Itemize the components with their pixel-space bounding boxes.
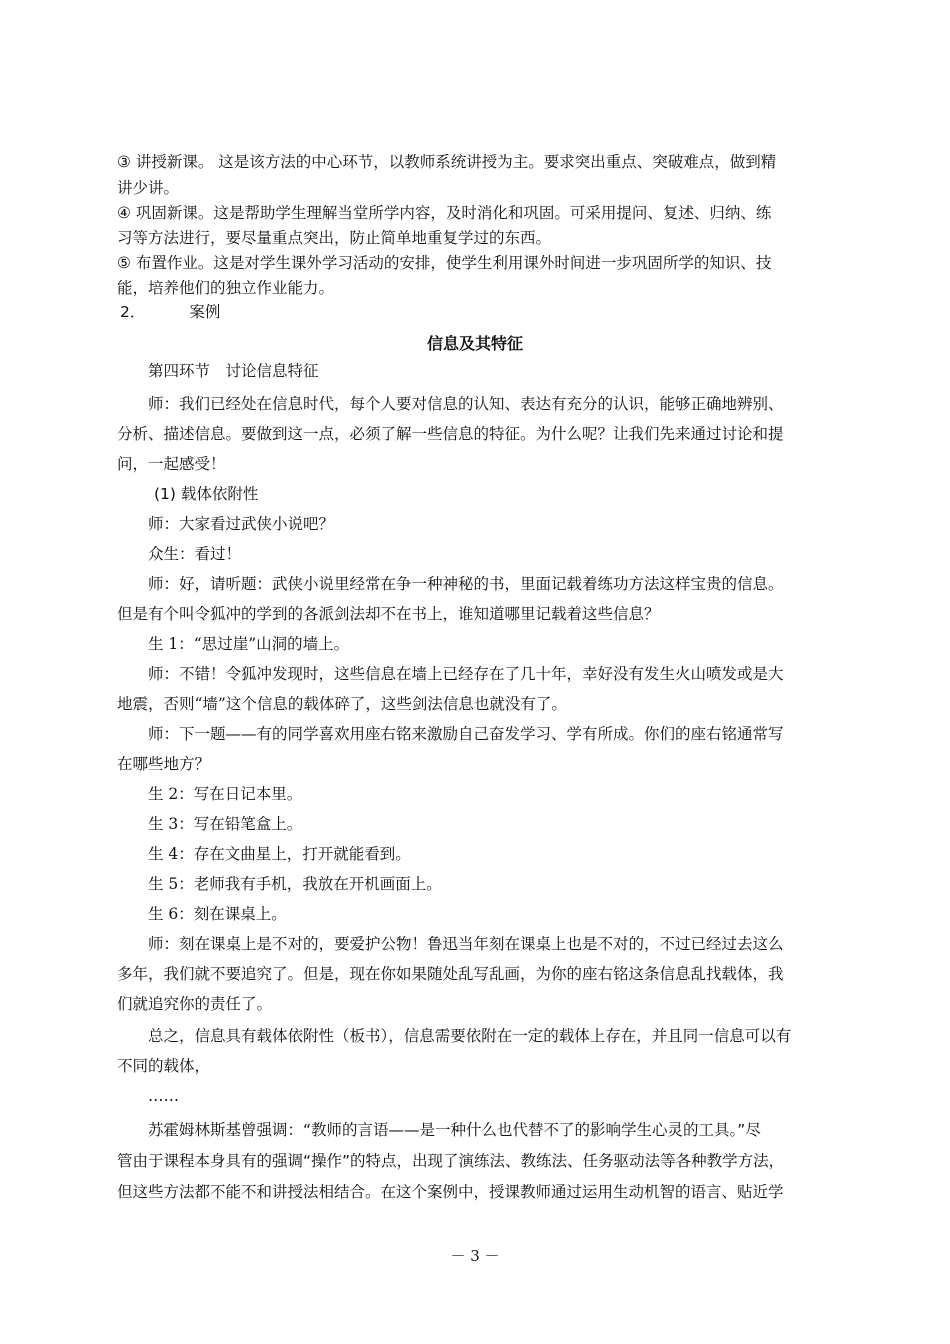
commentary-line-1: 苏霍姆林斯基曾强调：“教师的言语——是一种什么也代替不了的影响学生心灵的工具。”尽 [148, 1121, 761, 1139]
summary-line-2: 不同的载体， [117, 1057, 211, 1075]
para-1-line-3: 问，一起感受！ [117, 455, 226, 473]
section-label: 案例 [189, 303, 221, 321]
dialogue-line: 地震，否则“墙”这个信息的载体碎了，这些剑法信息也就没有了。 [117, 695, 567, 713]
item-4-line-1: ④ 巩固新课。这是帮助学生理解当堂所学内容，及时消化和巩固。可采用提问、复述、归纳、练 [117, 204, 772, 222]
dialogue-line: 生 4：存在文曲星上，打开就能看到。 [148, 845, 411, 863]
dialogue-line: 师：大家看过武侠小说吧？ [148, 515, 335, 533]
dialogue-line: 师：刻在课桌上是不对的，要爱护公物！鲁迅当年刻在课桌上也是不对的，不过已经过去这么 [148, 935, 784, 953]
dialogue-line: 多年，我们就不要追究了。但是，现在你如果随处乱写乱画，为你的座右铭这条信息乱找载体，我 [117, 965, 784, 983]
item-4-line-2: 习等方法进行，要尽量重点突出，防止简单地重复学过的东西。 [117, 229, 552, 247]
section-number: 2． [120, 303, 146, 321]
para-1-line-1: 师：我们已经处在信息时代，每个人要对信息的认知、表达有充分的认识，能够正确地辨别、 [148, 395, 784, 413]
dialogue-line: 们就追究你的责任了。 [117, 995, 273, 1013]
item-3-line-2: 讲少讲。 [117, 179, 180, 197]
commentary-line-3: 但这些方法都不能不和讲授法相结合。在这个案例中，授课教师通过运用生动机智的语言、贴近学 [117, 1183, 784, 1201]
item-5-line-1: ⑤ 布置作业。这是对学生课外学习活动的安排，使学生利用课外时间进一步巩固所学的知识、技 [117, 254, 772, 272]
ellipsis: …… [148, 1087, 179, 1105]
dialogue-line: 师：不错！令狐冲发现时，这些信息在墙上已经存在了几十年，幸好没有发生火山喷发或是大 [148, 665, 784, 683]
sub-heading-carrier: (1) 载体依附性 [154, 485, 259, 503]
case-title: 信息及其特征 [426, 334, 523, 353]
dialogue-line: 生 2：写在日记本里。 [148, 785, 303, 803]
dialogue-line: 生 3：写在铅笔盒上。 [148, 815, 303, 833]
stage-heading: 第四环节 讨论信息特征 [148, 362, 319, 380]
dialogue-line: 师：好，请听题：武侠小说里经常在争一种神秘的书，里面记载着练功方法这样宝贵的信息。 [148, 575, 784, 593]
dialogue-line: 在哪些地方？ [117, 755, 211, 773]
dialogue-line: 但是有个叫令狐冲的学到的各派剑法却不在书上，谁知道哪里记载着这些信息？ [117, 605, 660, 623]
item-5-line-2: 能，培养他们的独立作业能力。 [117, 279, 335, 297]
para-1-line-2: 分析、描述信息。要做到这一点，必须了解一些信息的特征。为什么呢？让我们先来通过讨论和提 [117, 425, 784, 443]
page-number: － 3 － [450, 1247, 500, 1265]
item-3-line-1: ③ 讲授新课。 这是该方法的中心环节，以教师系统讲授为主。要求突出重点、突破难点，做到精 [117, 153, 777, 171]
dialogue-line: 众生：看过！ [148, 545, 242, 563]
dialogue-line: 师：下一题——有的同学喜欢用座右铭来激励自己奋发学习、学有所成。你们的座右铭通常写 [148, 725, 784, 743]
summary-line-1: 总之，信息具有载体依附性（板书），信息需要依附在一定的载体上存在，并且同一信息可以有 [148, 1027, 792, 1045]
dialogue-line: 生 5：老师我有手机，我放在开机画面上。 [148, 875, 442, 893]
dialogue-line: 生 6：刻在课桌上。 [148, 905, 287, 923]
section-heading [120, 300, 840, 324]
commentary-line-2: 管由于课程本身具有的强调“操作”的特点，出现了演练法、教练法、任务驱动法等各种教学方法， [117, 1152, 785, 1170]
dialogue-line: 生 1：“思过崖”山洞的墙上。 [148, 635, 350, 653]
